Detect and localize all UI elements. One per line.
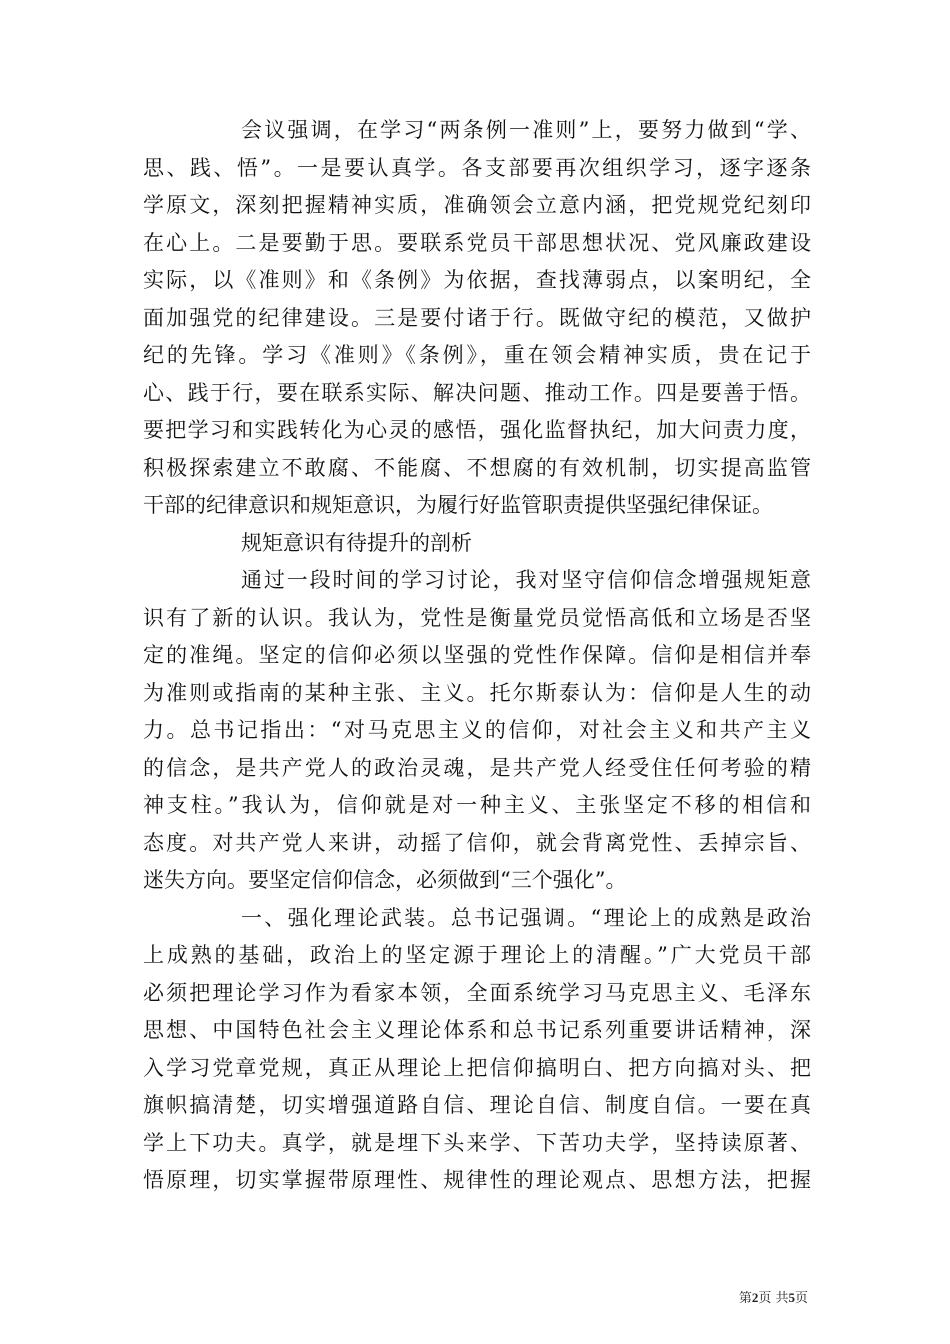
text-line: 心、践于行，要在联系实际、解决问题、推动工作。四是要善于悟。 xyxy=(143,380,811,405)
text-line: 在心上。二是要勤于思。要联系党员干部思想状况、党风廉政建设 xyxy=(143,230,811,255)
text-line: 定的准绳。坚定的信仰必须以坚强的党性作保障。信仰是相信并奉 xyxy=(143,643,811,667)
paragraph-meeting-emphasis xyxy=(143,112,811,525)
text-line: 通过一段时间的学习讨论，我对坚守信仰信念增强规矩意 xyxy=(241,568,811,592)
page-number-footer xyxy=(739,1289,808,1308)
text-line: 学上下功夫。真学，就是埋下头来学、下苦功夫学，坚持读原著、 xyxy=(143,1130,811,1155)
paragraph-belief-analysis xyxy=(143,562,811,900)
text-line: 神支柱。”我认为，信仰就是对一种主义、主张坚定不移的相信和 xyxy=(143,793,811,817)
footer-middle: 页 共 xyxy=(758,1291,789,1306)
footer-suffix: 页 xyxy=(794,1291,808,1306)
current-page-number: 2 xyxy=(751,1290,759,1305)
paragraph-theory-armament xyxy=(143,900,811,1200)
total-page-number: 5 xyxy=(788,1290,795,1305)
text-line: 必须把理论学习作为看家本领，全面系统学习马克思主义、毛泽东 xyxy=(143,980,811,1005)
text-line: 纪的先锋。学习《准则》《条例》，重在领会精神实质，贵在记于 xyxy=(143,343,811,367)
text-line: 要把学习和实践转化为心灵的感悟，强化监督执纪，加大问责力度， xyxy=(143,418,811,442)
footer-prefix: 第 xyxy=(738,1291,752,1306)
text-line: 旗帜搞清楚，切实增强道路自信、理论自信、制度自信。一要在真 xyxy=(143,1093,811,1117)
text-line: 态度。对共产党人来讲，动摇了信仰，就会背离党性、丢掉宗旨、 xyxy=(143,830,811,855)
text-line: 为准则或指南的某种主张、主义。托尔斯泰认为：信仰是人生的动 xyxy=(143,680,811,705)
text-line: 识有了新的认识。我认为，党性是衡量党员觉悟高低和立场是否坚 xyxy=(143,605,811,630)
text-line: 上成熟的基础，政治上的坚定源于理论上的清醒。”广大党员干部 xyxy=(143,943,811,967)
document-body xyxy=(143,112,811,1200)
text-line: 面加强党的纪律建设。三是要付诸于行。既做守纪的模范，又做护 xyxy=(143,305,811,330)
text-line: 的信念，是共产党人的政治灵魂，是共产党人经受住任何考验的精 xyxy=(143,755,811,780)
text-line: 实际，以《准则》和《条例》为依据，查找薄弱点，以案明纪，全 xyxy=(143,268,811,292)
text-line: 悟原理，切实掌握带原理性、规律性的理论观点、思想方法，把握 xyxy=(143,1168,811,1192)
text-line: 力。总书记指出：“对马克思主义的信仰，对社会主义和共产主义 xyxy=(143,718,811,742)
text-line: 学原文，深刻把握精神实质，准确领会立意内涵，把党规党纪刻印 xyxy=(143,193,811,217)
text-line: 思想、中国特色社会主义理论体系和总书记系列重要讲话精神，深 xyxy=(143,1018,811,1042)
text-line: 迷失方向。要坚定信仰信念，必须做到“三个强化”。 xyxy=(143,868,627,892)
text-line: 会议强调，在学习“两条例一准则”上，要努力做到“学、 xyxy=(241,118,811,142)
section-heading: 规矩意识有待提升的剖析 xyxy=(241,530,472,555)
text-line: 干部的纪律意识和规矩意识，为履行好监管职责提供坚强纪律保证。 xyxy=(143,493,773,517)
text-line: 入学习党章党规，真正从理论上把信仰搞明白、把方向搞对头、把 xyxy=(143,1055,811,1080)
text-line: 积极探索建立不敢腐、不能腐、不想腐的有效机制，切实提高监管 xyxy=(143,455,811,480)
text-line: 思、践、悟”。一是要认真学。各支部要再次组织学习，逐字逐条 xyxy=(143,155,811,180)
text-line: 一、强化理论武装。总书记强调。“理论上的成熟是政治 xyxy=(241,905,811,930)
